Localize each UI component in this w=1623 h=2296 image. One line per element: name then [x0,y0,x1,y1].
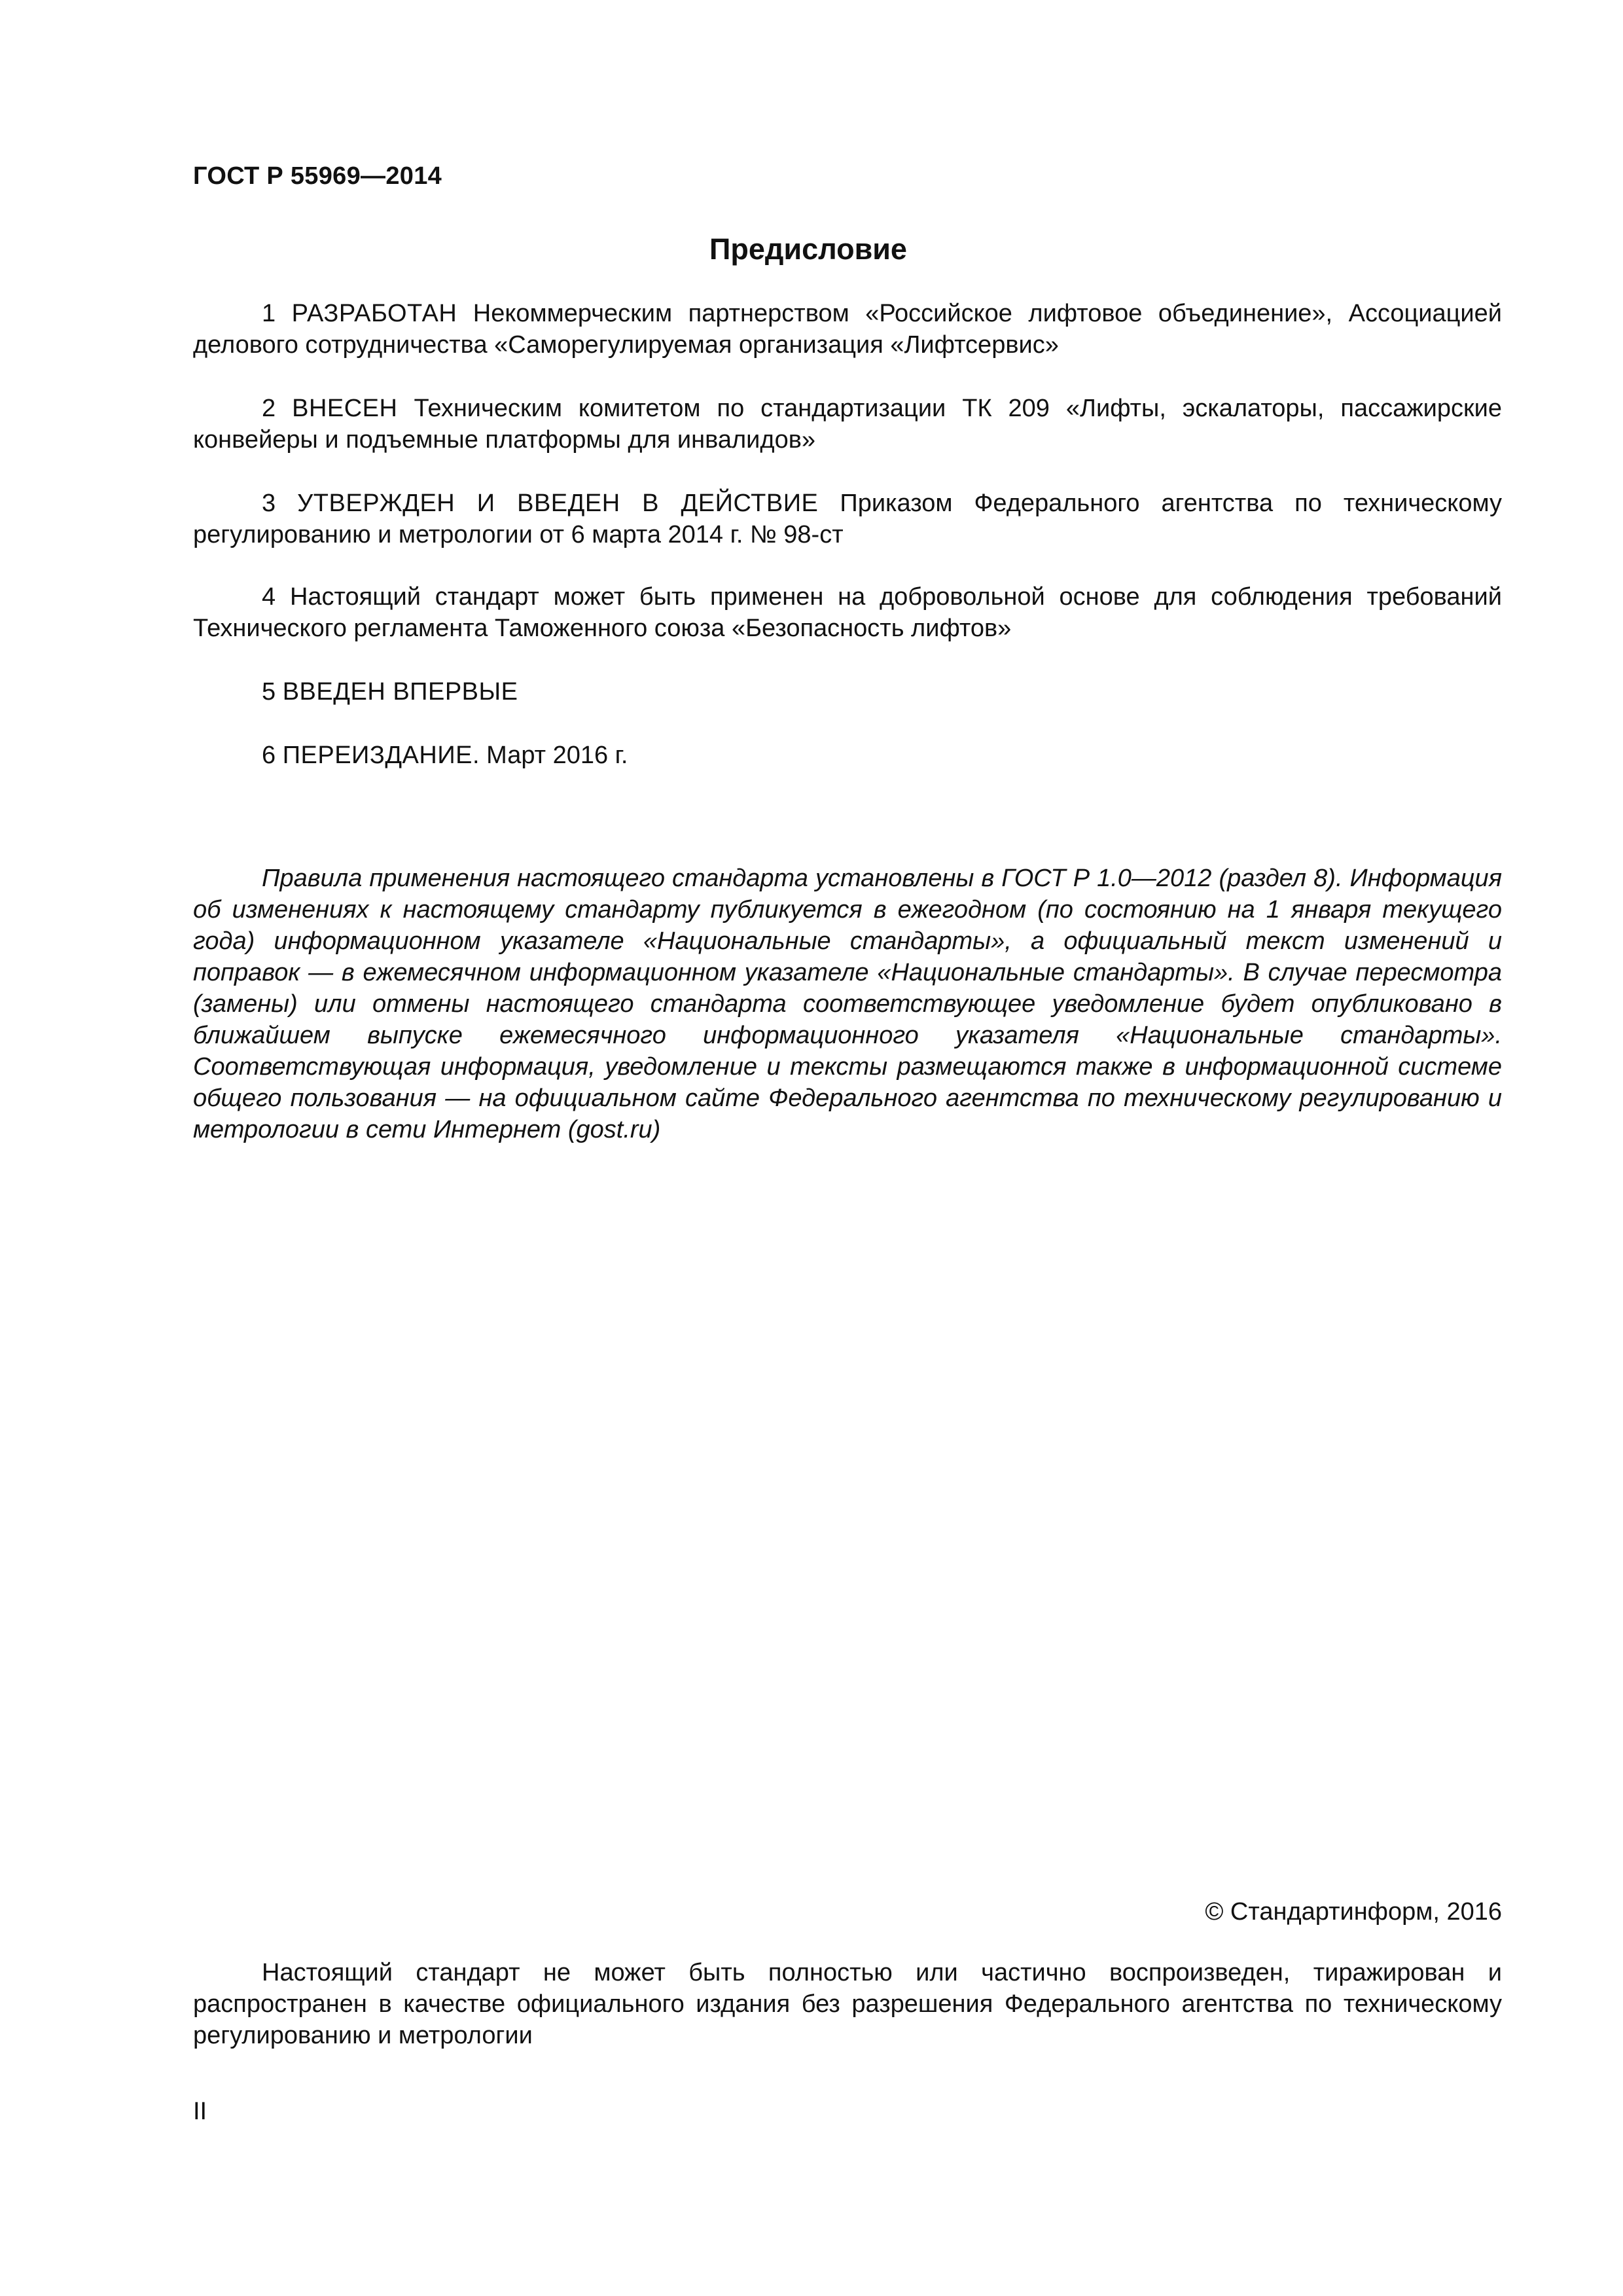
item-text: Настоящий стандарт может быть применен на добровольной основе для соблюдения требований Технического регламента Таможенного союза «Безопасность лифтов» [193,583,1502,642]
item-number: 4 [262,583,276,611]
page-number: II [193,2098,207,2125]
item-lead: ПЕРЕИЗДАНИЕ [282,742,473,769]
item-number: 6 [262,742,276,769]
reproduction-restriction: Настоящий стандарт не может быть полностью или частично воспроизведен, тиражирован и распространен в качестве официального издания без разрешения Федерального агентства по техническому регулированию и метрологии [193,1959,1502,2049]
item-lead: ВВЕДЕН ВПЕРВЫЕ [282,678,518,706]
item-lead: РАЗРАБОТАН [291,300,457,327]
copyright-icon: © [1205,1898,1224,1926]
item-text: Некоммерческим партнерством «Российское лифтовое объединение», Ассоциацией делового сотрудничества «Саморегулируемая организация «Лифтсервис» [193,300,1502,359]
preface-item-3 [193,488,1502,550]
item-text: Техническим комитетом по стандартизации ТК 209 «Лифты, эскалаторы, пассажирские конвейеры и подъемные платформы для инвалидов» [193,395,1503,454]
item-number: 5 [262,678,276,706]
preface-item-2 [193,393,1502,456]
preface-title: Предисловие [709,232,907,266]
copyright-holder: Стандартинформ, 2016 [1230,1898,1502,1926]
item-number: 3 [262,490,276,517]
document-code: ГОСТ Р 55969—2014 [193,162,442,190]
application-notice: Правила применения настоящего стандарта установлены в ГОСТ Р 1.0—2012 (раздел 8). Информация об изменениях к настоящему стандарту публикуется в ежегодном (по состоянию на 1 января текущего года) информационном указателе «Национальные стандарты», а официальный текст изменений и поправок — в ежемесячном информационном указателе «Национальные стандарты». В случае пересмотра (замены) или отмены настоящего стандарта соответствующее уведомление будет опубликовано в ближайшем выпуске ежемесячного информационного указателя «Национальные стандарты». Соответствующая информация, уведомление и тексты размещаются также в информационной системе общего пользования — на официальном сайте Федерального агентства по техническому регулированию и метрологии в сети Интернет (gost.ru) [193,865,1502,1143]
item-number: 1 [262,300,276,327]
item-lead: ВНЕСЕН [292,395,398,422]
item-number: 2 [262,395,276,422]
item-text: Приказом Федерального агентства по техническому регулированию и метрологии от 6 марта 2014 г. № 98-ст [193,490,1503,548]
copyright-line [982,1898,1502,1926]
preface-item-5 [193,676,1502,708]
item-text: . Март 2016 г. [473,742,628,769]
preface-item-6 [193,740,1502,771]
item-lead: УТВЕРЖДЕН И ВВЕДЕН В ДЕЙСТВИЕ [297,490,819,517]
preface-item-4 [193,581,1502,644]
preface-item-1 [193,298,1502,361]
